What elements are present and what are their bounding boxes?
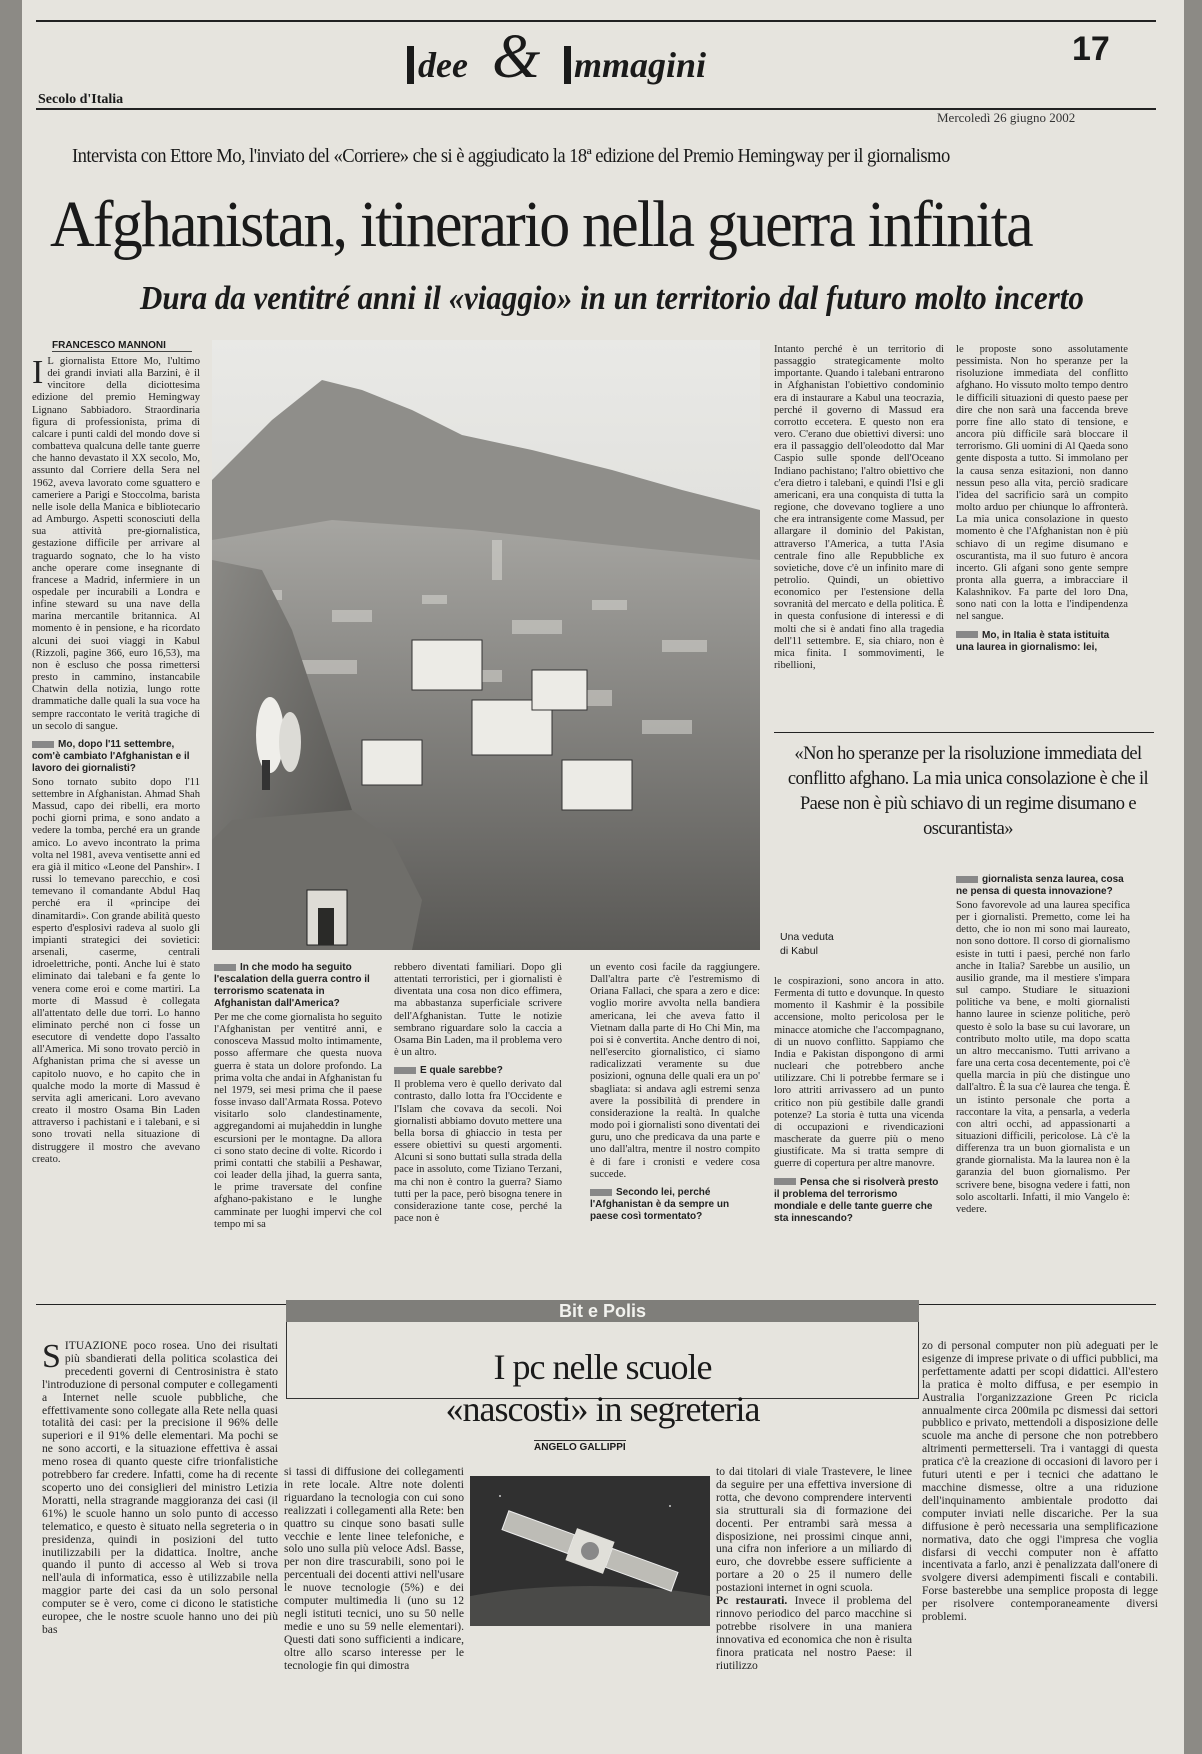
- box-column-1-text: ITUAZIONE poco rosea. Uno dei risultati più sbandierati della politica scolastica dei precedenti governi di Centrosinistra è stato l'introduzione di personal computer e collegamenti a Internet nelle scuole pubbliche, che effettivamente sono collegate alla Rete nella quasi totalità dei casi: per la precisione il 96% delle superiori e il 91% delle elementari. Ma pochi se ne sono accorti, e la situazione effettiva è assai meno rosea di quanto queste cifre trionfalistiche potrebbero far credere. Infatti, come ha di recente scoperto uno dei consiglieri del ministro Letizia Moratti, nella stragrande maggioranza dei casi (il 61%) le scuole hanno un solo punto di accesso telematico, e questo è situato nella segreteria o in presidenza, quindi in posizioni del tutto inutilizzabili per la didattica. Inoltre, anche quando il punto di accesso al Web si trova nell'aula di informatica, esso è utilizzabile nella maggior parte dei casi da un solo personal computer se è vero, come ci dicono le statistiche europee, che le nostre scuole hanno uno dei più bas: [42, 1340, 278, 1636]
- article-byline: FRANCESCO MANNONI: [52, 340, 192, 352]
- box-column-4-text: zo di personal computer non più adeguati per le esigenze di imprese private o di uffici pubblici, ma perfettamente adatti per scopi didattici. All'estero la pratica è molto diffusa, e per esempio in Australia l'organizzazione Green Pc ricicla annualmente circa 200mila pc dismessi dai settori pubblico e privato, mettendoli a disposizione delle scuole ma anche di persone che non potrebbero altrimenti permetterseli. Tra i vantaggi di questa pratica c'è la creazione di occasioni di lavoro per i futuri utenti e per i tecnici che adattano le macchine dismesse, oltre a una riduzione dell'inquinamento ambientale prodotto dai computer inviati nelle discariche. Per la sua diffusione è però necessaria una semplificazione normativa, dato che oggi l'impresa che voglia disfarsi di vecchi computer non è affatto incentivata a farlo, anzi è penalizzata dall'onere di svolgere diversi adempimenti fiscali e contabili. Forse basterebbe una semplice proposta di legge per risolvere contemporaneamente diversi problemi.: [922, 1340, 1158, 1624]
- box-headline: [286, 1346, 919, 1430]
- dropcap: I: [32, 356, 44, 391]
- page-number: 17: [1072, 30, 1110, 68]
- pull-quote: «Non ho speranze per la risoluzione immediata del conflitto afghano. La mia unica consolazione è che il Paese non è più schiavo di un regime disumano e oscurantista»: [787, 744, 1149, 839]
- answer-2: Per me che come giornalista ho seguito l'Afghanistan per ventitré anni, e conosceva Massud molto intimamente, posso affermare che questa nuova guerra è stata un dolore profondo. La prima volta che andai in Afghanistan fu nel 1979, sei mesi prima che il paese fosse invaso dall'Armata Rossa. Potevo visitarlo solo clandestinamente, aggregandomi ai mujaheddin in lunghe escursioni per le montagne. Da allora ci sono stato decine di volte. Ricordo i primi contatti che stabilii a Peshawar, coi leader della jihad, la guerra santa, le prime traversate del confine afghano-pakistano e le lunghe camminate per luoghi impervi che col tempo mi sa: [214, 1012, 382, 1230]
- satellite-photo-image: [470, 1476, 710, 1626]
- question-4: Secondo lei, perché l'Afghanistan è da sempre un paese così tormentato?: [590, 1187, 760, 1223]
- section-title-part1: dee: [418, 45, 468, 85]
- answer-4-continued: le proposte sono assolutamente pessimista. Non ho speranze per la risoluzione immediata del conflitto afghano. Ho vissuto molto tempo dentro le difficili situazioni di questo paese per dire che non sarà una faccenda breve porre fine allo stato di tensione, e ancora più difficile sarà bloccare il terrorismo. Gli uomini di Al Qaeda sono gente disposta a tutto. Si immolano per la causa senza esitazioni, non danno nessun peso alla vita, perciò sradicare l'idea del sacrificio sarà un compito molto arduo per chiunque lo affronterà. La mia unica consolazione in questo momento è che l'Afghanistan non è più schiavo di un regime disumano e oscurantista, ma il suo futuro è ancora incerto. Gli afgani sono gente sempre pronta alla guerra, a imbracciare il Kalashnikov. Fa parte del loro Dna, sono nati con la lotta e l'indipendenza nel sangue.: [956, 344, 1128, 623]
- answer-7: Sono favorevole ad una laurea specifica per i giornalisti. Premetto, come lei ha detto, che io non mi sono mai laureato, non sono dottore. Il corso di giornalismo esiste in tutti i paesi, perché non farlo anche in Italia? Sarebbe un ausilio, un ausilio grande, ma il mestiere s'impara sul campo. Studiare le situazioni politiche va bene, e molti giornalisti hanno lauree in scienze politiche, però questo è solo la base su cui lavorare, un contributo molto utile, ma dopo scatta un altro meccanismo. Tutti arrivano a fare una certa cosa decentemente, poi c'è quella marcia in più che distingue uno dall'altro. È la sua c'è laurea che tenga. È un istinto personale che porta a raccontare la vita, a pensarla, a vederla con altri occhi, ad appassionarti a situazioni difficili, pericolose. Là c'è la differenza tra un buon giornalista e un grande giornalista. Ma la laurea non è la garanzia del buon giornalismo. Per scrivere bene, bisogna vedere i fatti, non solo ascoltarli. Infatti, il mio Vangelo è: vedere.: [956, 900, 1130, 1215]
- paper-name: Secolo d'Italia: [38, 92, 124, 107]
- answer-3: Il problema vero è quello derivato dal contrasto, dallo lotta fra l'Occidente e l'Islam che covava da secoli. Noi giornalisti abbiamo dovuto mettere una bella borsa di ghiaccio in testa per essere obiettivi su questi argomenti. Alcuni si sono buttati sulla strada della pace in assoluto, come Tiziano Terzani, ma chi non è contro la guerra? Siamo tutti per la pace, però bisogna tenere in considerazione tante cose, perché la pace non è: [394, 1079, 562, 1224]
- article-column-6-bottom: [956, 874, 1130, 1294]
- article-column-5-bottom: [774, 976, 944, 1296]
- pull-quote-top-rule: [774, 732, 1154, 733]
- article-column-3: [394, 962, 562, 1297]
- box-dropcap: S: [42, 1340, 61, 1375]
- box-column-1: [42, 1340, 278, 1744]
- box-column-3: [716, 1466, 912, 1744]
- issue-date: Mercoledì 26 giugno 2002: [937, 110, 1076, 125]
- article-column-5-top: [774, 344, 944, 720]
- rubric-label: Bit e Polis: [558, 1301, 647, 1321]
- section-title: [392, 22, 792, 92]
- newspaper-page: [22, 0, 1184, 1754]
- article-column-4: [590, 962, 760, 1297]
- box-column-3-text-2: Invece il problema del rinnovo periodico del parco macchine si potrebbe risolvere in una maniera innovativa ed economica che non è risulta finora praticata nel nostro Paese: il riutilizzo: [716, 1594, 912, 1672]
- rubric-bar: [286, 1300, 919, 1322]
- section-title-bar-right: [564, 46, 571, 84]
- box-column-4: [922, 1340, 1158, 1744]
- answer-2-continued: rebbero diventati familiari. Dopo gli attentati terroristici, per i giornalisti è diventata una cosa non dico effimera, ma abbastanza superficiale scrivere dell'Afghanistan. Tutte le notizie sembrano riguardare solo la caccia a Osama Bin Laden, ma il problema vero è un altro.: [394, 962, 562, 1059]
- article-column-6-top: [956, 344, 1128, 726]
- question-6: Pensa che si risolverà presto il problema del terrorismo mondiale e delle tante guerre che sta innescando?: [774, 1177, 944, 1225]
- section-title-bar-left: [407, 46, 414, 84]
- box-column-3-subhead: Pc restaurati.: [716, 1594, 788, 1608]
- kabul-photo-image: [212, 340, 760, 950]
- article-column-2: [214, 962, 382, 1297]
- box-headline-line-2: «nascosti» in segreteria: [445, 1389, 760, 1429]
- question-7: giornalista senza laurea, cosa ne pensa di questa innovazione?: [956, 874, 1130, 898]
- question-5: Mo, in Italia è stata istituita una laurea in giornalismo: lei,: [956, 630, 1128, 654]
- article-kicker: Intervista con Ettore Mo, l'inviato del «Corriere» che si è aggiudicato la 18ª edizione del Premio Hemingway per il giornalismo: [72, 145, 950, 167]
- photo-caption-line-2: di Kabul: [780, 945, 818, 957]
- section-title-ampersand: &: [492, 23, 541, 91]
- question-2: In che modo ha seguito l'escalation della guerra contro il terrorismo scatenata in Afghanistan dall'America?: [214, 962, 382, 1010]
- box-column-2: [284, 1466, 464, 1744]
- kabul-photo: [212, 340, 760, 950]
- box-headline-line-1: I pc nelle scuole: [493, 1347, 712, 1387]
- question-1: Mo, dopo l'11 settembre, com'è cambiato l'Afghanistan e il lavoro dei giornalisti?: [32, 739, 200, 775]
- photo-caption: [780, 930, 834, 958]
- answer-4: Intanto perché è un territorio di passaggio strategicamente molto importante. Quando i talebani entrarono in Afghanistan l'obiettivo condominio era di instaurare a Kabul una teocrazia, perché il governo di Massud era corrotto eccetera. E questo non era vero. C'erano due obiettivi diversi: uno era il passaggio dell'oleodotto dal Mar Caspio sulle sponde dell'Oceano Indiano pachistano; l'altro obiettivo che c'era dietro i talebani, e quindi l'Isi e gli americani, era una conquista di tutta la regione, che dovevano togliere a uno che era intransigente come Massud, per allargare il dominio del Pakistan, attraverso l'America, a tutta l'Asia centrale fino alle Repubbliche ex sovietiche, dove c'è un infinito mare di petrolio. Quindi, un obiettivo economico per l'estensione della sovranità del mercato e della politica. È in questa confusione di interessi e di molti che si è andati fino alla tragedia dell'11 settembre. E, sia chiaro, non è mica finita. I sommovimenti, le ribellioni,: [774, 344, 944, 672]
- box-column-3-text: to dai titolari di viale Trastevere, le linee da seguire per una effettiva inversione di rotta, che devono comprendere interventi sia strutturali sia di formazione dei docenti. Per entrambi sarà messa a disposizione, nei prossimi cinque anni, una cifra non inferiore a un miliardo di euro, che dovrebbe essere sufficiente a portare a 20 o 25 il numero delle postazioni internet in ogni scuola.: [716, 1466, 912, 1595]
- box-column-2-text: si tassi di diffusione dei collegamenti in rete locale. Altre note dolenti riguardano la tecnologia con cui sono realizzati i collegamenti alla Rete: ben quattro su cinque sono basati sulle vecchie e lente linee telefoniche, e solo uno sulla più veloce Adsl. Basse, per non dire trascurabili, sono poi le percentuali dei docenti attivi nell'usare le nuove tecnologie (5%) e dei computer multimedia li (uno su 12 negli istituti tecnici, uno su 50 nelle medie e uno su 59 nelle elementari). Questi dati sono sufficienti a indicare, oltre allo scarso interesse per le tecnologie fin qui dimostra: [284, 1466, 464, 1672]
- article-column-1: [32, 356, 200, 1296]
- answer-3-continued: un evento così facile da raggiungere. Dall'altra parte c'è l'estremismo di Oriana Fallaci, che spara a zero e dice: voglio morire avvolta nella bandiera americana, lei che aveva fatto il Vietnam dalla parte di Ho Chi Min, ma poi si è convertita. Anche dentro di noi, nell'esercito giornalistico, ci siamo radicalizzati veramente su due posizioni, ognuna delle quali era un po' sbagliata: si andava agli estremi senza avere la possibilità di prendere in considerazione la realtà. In qualche modo poi i giornalisti sono diventati dei guru, uno che predicava da una parte e uno dall'altra, mentre il nostro compito è di fare i cronisti e vedere cosa succede.: [590, 962, 760, 1180]
- article-intro: L giornalista Ettore Mo, l'ultimo dei grandi inviati alla Barzini, è il vincitore della diciottesima edizione del premio Hemingway Lignano Sabbiadoro. Straordinaria figura di professionista, prima di calcare i punti caldi del mondo dove si combatteva qualcuna delle tante guerre che hanno devastato il XX secolo, Mo, assunto dal Corriere della Sera nel 1962, aveva lavorato come sguattero e cameriere a Parigi e Stoccolma, barista nelle isole della Manica e bibliotecario ad Amburgo. Aspetti sconosciuti della sua attività pre-giornalistica, gestazione difficile per arrivare al traguardo sognato, che lo ha visto anche operare come insegnante di francese a Madrid, infermiere in un ospedale per incurabili a Londra e infine steward su una nave della marina mercantile britannica. Al momento è in pensione, e ha ricordato alcuni dei suoi viaggi in Kabul (Rizzoli, pagine 366, euro 16,53), ma non è escluso che possa rimettersi presto in cammino, instancabile Chatwin della notizia, lungo rotte drammatiche dalle quali la sua voce ha sempre raccontato le verità tragiche di un secolo di sangue.: [32, 356, 200, 732]
- section-title-part2: mmagini: [574, 45, 707, 85]
- box-byline: ANGELO GALLIPPI: [534, 1442, 626, 1453]
- article-subheadline: Dura da ventitré anni il «viaggio» in un territorio dal futuro molto incerto: [140, 280, 1084, 317]
- answer-6: le cospirazioni, sono ancora in atto. Fermenta di tutto e dovunque. In questo momento il Kashmir è la possibile accensione, molto pericolosa per le minacce atomiche che l'accompagnano, di un nuovo conflitto. Sappiamo che India e Pakistan dispongono di armi nucleari che potrebbero anche utilizzare. Chi li potrebbe fermare se i loro attriti arrivassero ad un punto critico non più gestibile dalle grandi potenze? La storia è tutta una vicenda di occupazioni e rivendicazioni mascherate da guerre più o meno giustificate. Ma si tratta sempre di guerre di copertura per altre manovre.: [774, 976, 944, 1170]
- answer-1: Sono tornato subito dopo l'11 settembre in Afghanistan. Ahmad Shah Massud, capo dei ribelli, era morto pochi giorni prima, e sono andato a vedere la tomba, perché era un grande amico. Lo avevo incontrato la prima volta nel 1981, aveva ventisette anni ed era già il mitico «Leone del Panshir». I russi lo temevano parecchio, e così temevano il comandante Abdul Haq perché era il «principe dei dinamitardi». Con grande abilità questo esperto d'esplosivi radeva al suolo gli impianti strategici dei sovietici: arsenali, caserme, centrali idroelettriche, ponti. Anche lui è stato eliminato dai talebani e fa gente lo venera come eroi e come martiri. La morte di Massud è collegata all'attentato delle due torri. Lo hanno eliminato perché non ci fosse un esecutore di vendette dopo l'assalto all'America. Mi sono trovato perciò in Afghanistan prima che si avesse un capitolo nuovo, e ho capito che in qualche modo la morte di Massud è servita agli americani. Loro avevano creato il mostro Osama Bin Laden attraverso i pachistani e i talebani, e si sono trovati nella situazione di distruggere il mostro che avevano creato.: [32, 776, 200, 1165]
- photo-caption-line-1: Una veduta: [780, 931, 834, 943]
- article-headline: Afghanistan, itinerario nella guerra infinita: [50, 188, 1032, 261]
- question-3: E quale sarebbe?: [394, 1065, 562, 1077]
- satellite-photo: [470, 1476, 710, 1626]
